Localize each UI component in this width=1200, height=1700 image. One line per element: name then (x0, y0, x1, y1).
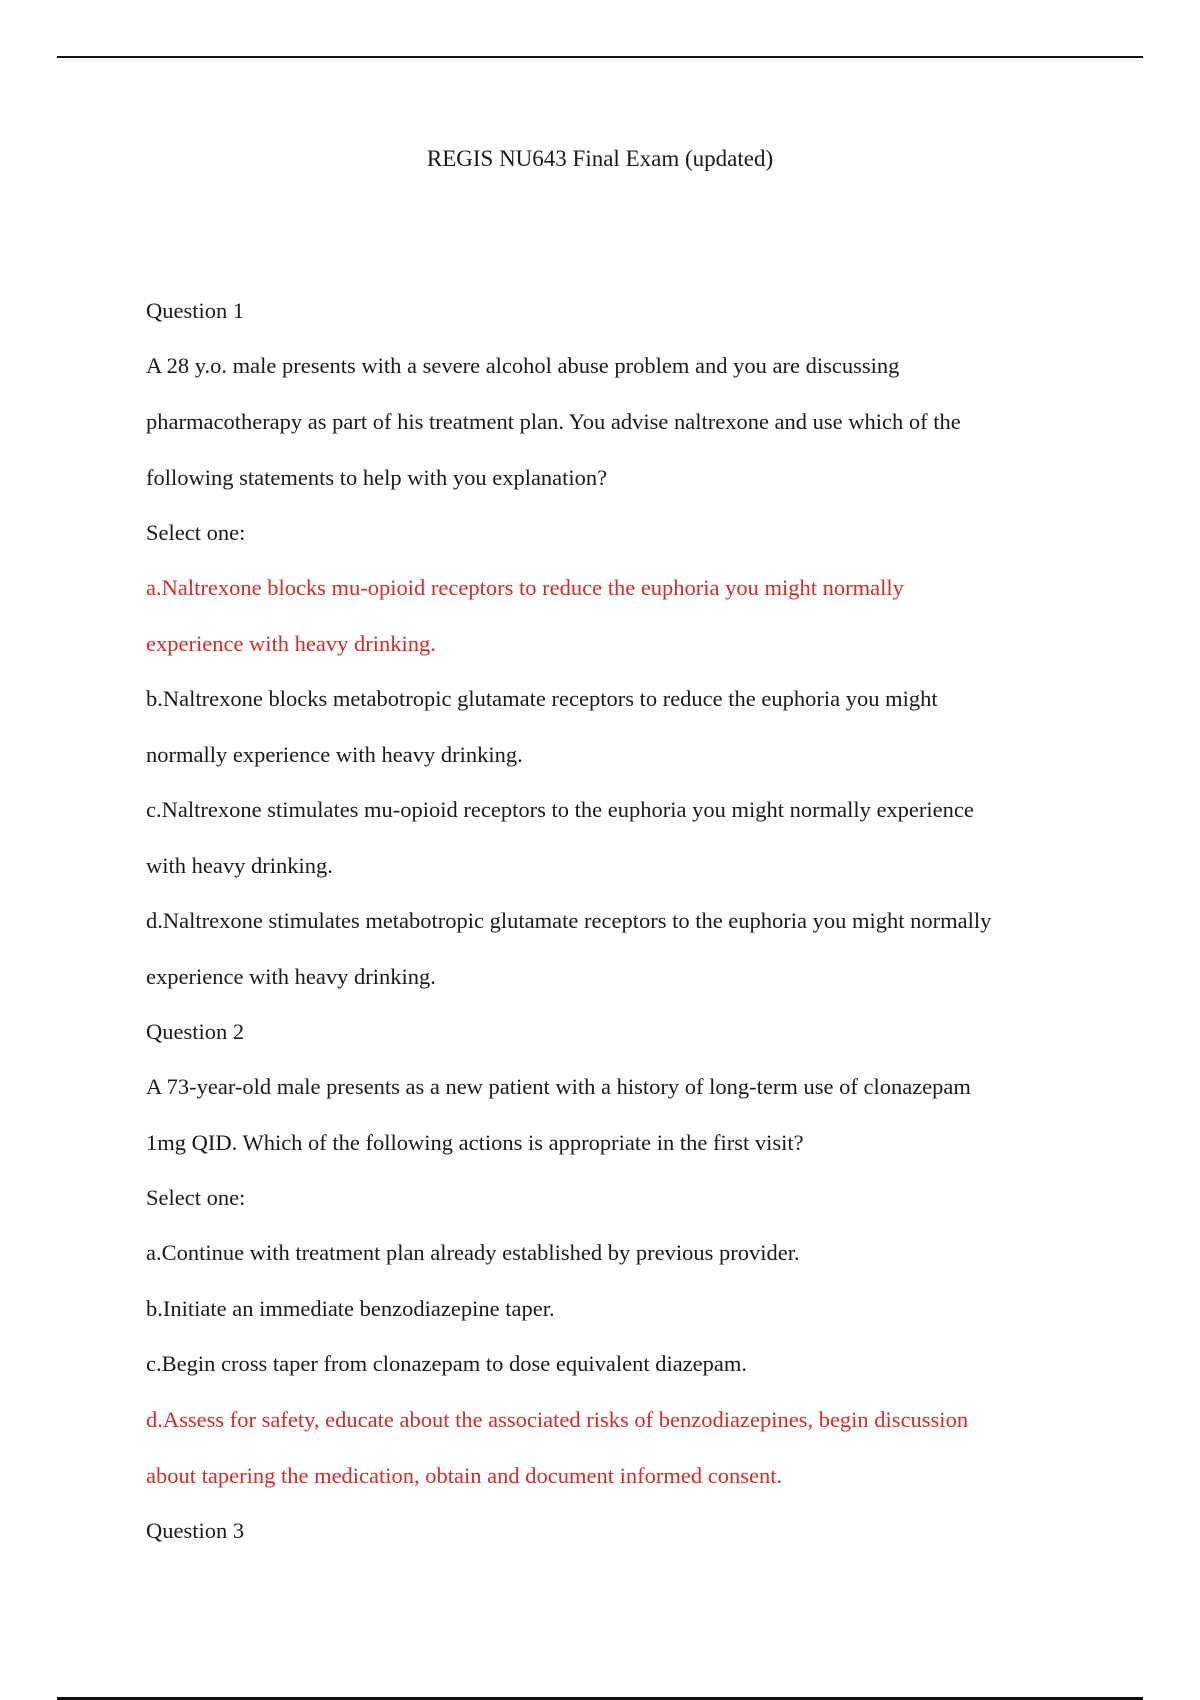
question-2-stem-line: 1mg QID. Which of the following actions is appropriate in the first visit? (146, 1130, 804, 1155)
question-2-prompt: Select one: (146, 1185, 246, 1210)
question-1-option-c-cont: with heavy drinking. (146, 853, 333, 878)
question-1-option-a: a.Naltrexone blocks mu-opioid receptors to reduce the euphoria you might normally (146, 575, 904, 600)
question-1-heading: Question 1 (146, 298, 245, 323)
question-2-option-d-cont: about tapering the medication, obtain and document informed consent. (146, 1463, 783, 1488)
question-1-stem-line: A 28 y.o. male presents with a severe alcohol abuse problem and you are discussing (146, 353, 900, 378)
question-2-option-c: c.Begin cross taper from clonazepam to dose equivalent diazepam. (146, 1351, 748, 1376)
question-1-stem-line: pharmacotherapy as part of his treatment plan. You advise naltrexone and use which of the (146, 409, 961, 434)
document-body (146, 283, 1086, 1559)
question-1-prompt: Select one: (146, 520, 246, 545)
question-2-heading: Question 2 (146, 1019, 245, 1044)
question-2-option-d: d.Assess for safety, educate about the associated risks of benzodiazepines, begin discussion (146, 1407, 969, 1432)
question-3-heading: Question 3 (146, 1518, 245, 1543)
question-1-stem-line: following statements to help with you explanation? (146, 465, 608, 490)
question-1-option-a-cont: experience with heavy drinking. (146, 631, 436, 656)
question-1-option-d-cont: experience with heavy drinking. (146, 964, 436, 989)
question-1-option-b-cont: normally experience with heavy drinking. (146, 742, 523, 767)
top-rule (57, 56, 1143, 58)
question-2-stem-line: A 73-year-old male presents as a new patient with a history of long-term use of clonazepam (146, 1074, 971, 1099)
question-2-option-a: a.Continue with treatment plan already established by previous provider. (146, 1240, 800, 1265)
question-1-option-b: b.Naltrexone blocks metabotropic glutamate receptors to reduce the euphoria you might (146, 686, 938, 711)
question-2-option-b: b.Initiate an immediate benzodiazepine taper. (146, 1296, 555, 1321)
document-title: REGIS NU643 Final Exam (updated) (426, 146, 774, 171)
question-1-option-d: d.Naltrexone stimulates metabotropic glutamate receptors to the euphoria you might normally (146, 908, 992, 933)
question-1-option-c: c.Naltrexone stimulates mu-opioid receptors to the euphoria you might normally experience (146, 797, 974, 822)
